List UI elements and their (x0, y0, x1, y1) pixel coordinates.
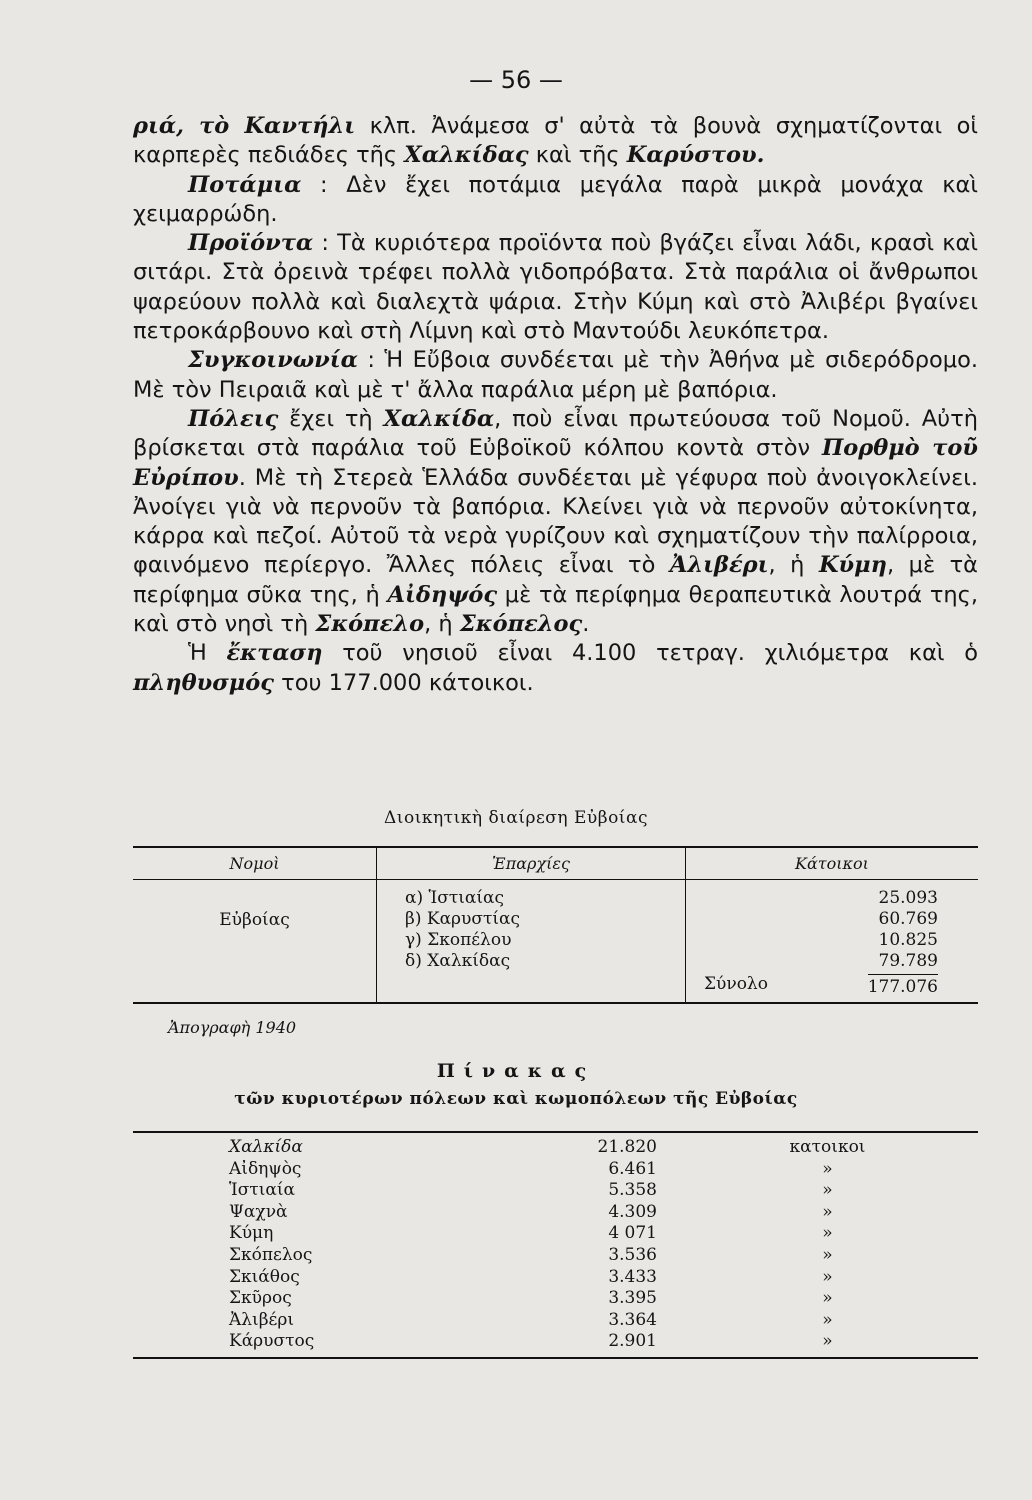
table-row (133, 1223, 978, 1245)
town-population: 4 071 (608, 1223, 657, 1244)
column-header: Κάτοικοι (686, 847, 979, 880)
paragraph (133, 639, 978, 698)
population-cell (686, 880, 979, 1004)
table-header-row (133, 847, 978, 880)
town-population: 3.433 (608, 1266, 657, 1287)
table-row (133, 1267, 978, 1289)
population-value: 60.769 (878, 909, 938, 929)
run: Ἡ (188, 640, 227, 667)
run: . Μὲ τὴ Στερεὰ Ἑλλάδα συνδέεται μὲ γέφυρα ποὺ ἀνοιγοκλείνει. Ἀνοίγει γιὰ νὰ περνοῦν τὰ βαπόρια. Κλείνει γιὰ νὰ περνοῦν αὐτοκίνητα, κάρρα καὶ πεζοί. Αὐτοῦ τὰ νερὰ γυρίζουν καὶ σχηματίζουν τὴν παλίρροια, φαινόμενο περίεργο. Ἄλλες πόλεις εἶναι τὸ (133, 464, 978, 579)
population-unit: » (822, 1288, 833, 1309)
run: : Ἡ Εὔβοια συνδέεται μὲ τὴν Ἀθήνα μὲ σιδερόδρομο. Μὲ τὸν Πειραιᾶ καὶ μὲ τ' ἄλλα παράλια μέρη μὲ βαπόρια. (133, 347, 978, 403)
town-name: Ἱστιαία (229, 1180, 296, 1201)
population-value: 10.825 (878, 930, 938, 950)
run: , ἡ (424, 611, 460, 638)
table-row (133, 1202, 978, 1224)
run: Χαλκίδας (404, 142, 529, 169)
run: Προϊόντα (188, 230, 314, 257)
paragraph (133, 229, 978, 346)
run: Πόλεις (188, 405, 279, 432)
run: Σκόπελο (315, 611, 425, 638)
population-value: 25.093 (878, 888, 938, 908)
population-unit: » (822, 1244, 833, 1265)
total-label: Σύνολο (704, 974, 768, 994)
population-unit: » (822, 1158, 833, 1179)
table-row (133, 1180, 978, 1202)
table-row (133, 1331, 978, 1358)
population-unit: » (822, 1201, 833, 1222)
population-unit: κατοικοι (789, 1137, 866, 1157)
run: ἔκταση (226, 640, 323, 667)
column-header: Ἐπαρχίες (377, 847, 686, 880)
run: Πορθμὸ τοῦ Εὐρίπου (133, 435, 978, 491)
total-value: 177.076 (868, 974, 938, 998)
table-row (133, 1159, 978, 1181)
run: . (582, 611, 590, 638)
paragraph (133, 171, 978, 230)
table-row (133, 1310, 978, 1332)
run: : Δὲν ἔχει ποτάμια μεγάλα παρὰ μικρὰ μονάχα καὶ χειμαρρώδη. (133, 171, 978, 227)
run: : Τὰ κυριότερα προϊόντα ποὺ βγάζει εἶναι λάδι, κρασὶ καὶ σιτάρι. Στὰ ὀρεινὰ τρέφει πολλὰ γιδοπρόβατα. Στὰ παράλια οἱ ἄνθρωποι ψαρεύουν πολλὰ καὶ διαλεχτὰ ψάρια. Στὴν Κύμη καὶ στὸ Ἀλιβέρι βγαίνει πετροκάρβουνο καὶ στὴ Λίμνη καὶ στὸ Μαντούδι λευκόπετρα. (133, 230, 978, 345)
body-text (133, 112, 978, 698)
run: , ποὺ εἶναι πρωτεύουσα τοῦ Νομοῦ. Αὐτὴ βρίσκεται στὰ παράλια τοῦ Εὐβοϊκοῦ κόλπου κοντὰ στὸν (133, 405, 978, 462)
population-unit: » (822, 1309, 833, 1330)
population-value: 79.789 (878, 951, 938, 971)
table-row (133, 880, 978, 1004)
run: κλπ. Ἀνάμεσα σ' αὐτὰ τὰ βουνὰ σχηματίζονται οἱ καρπερὲς πεδιάδες τῆς (133, 113, 978, 169)
town-population: 2.901 (608, 1331, 657, 1352)
run: Χαλκίδα (383, 405, 495, 432)
province-name: β) Καρυστίας (405, 909, 521, 929)
town-population: 3.536 (608, 1244, 657, 1265)
run: Ἀλιβέρι (669, 552, 769, 579)
table-row (133, 1288, 978, 1310)
prefecture-cell: Εὐβοίας (219, 910, 290, 930)
run: καὶ τῆς (528, 142, 627, 169)
run: Κύμη (818, 552, 887, 579)
town-name: Σκιάθος (229, 1266, 300, 1287)
census-note: Ἀπογραφὴ 1940 (168, 1018, 297, 1037)
population-unit: » (822, 1331, 833, 1352)
run: πληθυσμός (133, 669, 274, 696)
run: ἔχει τὴ (278, 405, 384, 432)
province-name: δ) Χαλκίδας (405, 951, 511, 971)
town-name: Ἀλιβέρι (229, 1309, 295, 1330)
paragraph (133, 405, 978, 639)
population-unit: » (822, 1180, 833, 1201)
town-population: 4.309 (608, 1201, 657, 1222)
town-population: 3.395 (608, 1288, 657, 1309)
admin-table-title: Διοικητικὴ διαίρεση Εὐβοίας (384, 808, 648, 828)
population-unit: » (822, 1266, 833, 1287)
run: Συγκοινωνία (188, 347, 358, 374)
towns-table (133, 1131, 978, 1359)
towns-table-subtitle: τῶν κυριοτέρων πόλεων καὶ κωμοπόλεων τῆς Εὐβοίας (234, 1089, 798, 1109)
population-unit: » (822, 1223, 833, 1244)
run: Καρύστου. (626, 142, 765, 169)
run: , ἡ (768, 552, 819, 579)
provinces-cell (377, 880, 686, 1004)
run: Ποτάμια (188, 171, 302, 198)
run: του 177.000 κάτοικοι. (274, 669, 534, 696)
page-number: — 56 — (469, 66, 563, 94)
town-name: Σκῦρος (229, 1288, 292, 1309)
paragraph (133, 112, 978, 171)
table-row (133, 1245, 978, 1267)
town-name: Ψαχνὰ (229, 1201, 288, 1222)
run: Αἰδηψός (387, 581, 498, 608)
run: μὲ τὰ περίφημα θεραπευτικὰ λουτρά της, καὶ στὸ νησὶ τὴ (133, 581, 978, 638)
towns-table-title: Πίνακας (436, 1060, 596, 1082)
run: , μὲ τὰ περίφημα σῦκα της, ἡ (133, 552, 979, 608)
town-name: Κύμη (229, 1223, 274, 1244)
town-name: Χαλκίδα (229, 1137, 303, 1157)
province-name: γ) Σκοπέλου (405, 930, 512, 950)
run: ριά, τὸ Καντήλι (133, 113, 356, 139)
admin-division-table (133, 846, 978, 1004)
town-name: Αἰδηψὸς (229, 1158, 302, 1179)
town-population: 21.820 (597, 1137, 657, 1157)
paragraph (133, 346, 978, 405)
province-name: α) Ἱστιαίας (405, 888, 505, 908)
table-row (133, 1132, 978, 1159)
town-population: 5.358 (608, 1180, 657, 1201)
town-name: Κάρυστος (229, 1331, 315, 1352)
town-population: 3.364 (608, 1309, 657, 1330)
town-name: Σκόπελος (229, 1244, 313, 1265)
run: τοῦ νησιοῦ εἶναι 4.100 τετραγ. χιλιόμετρα καὶ ὁ (322, 640, 978, 667)
column-header: Νομοὶ (133, 847, 377, 880)
run: Σκόπελος (459, 611, 583, 638)
town-population: 6.461 (608, 1158, 657, 1179)
total-row (694, 974, 938, 1002)
